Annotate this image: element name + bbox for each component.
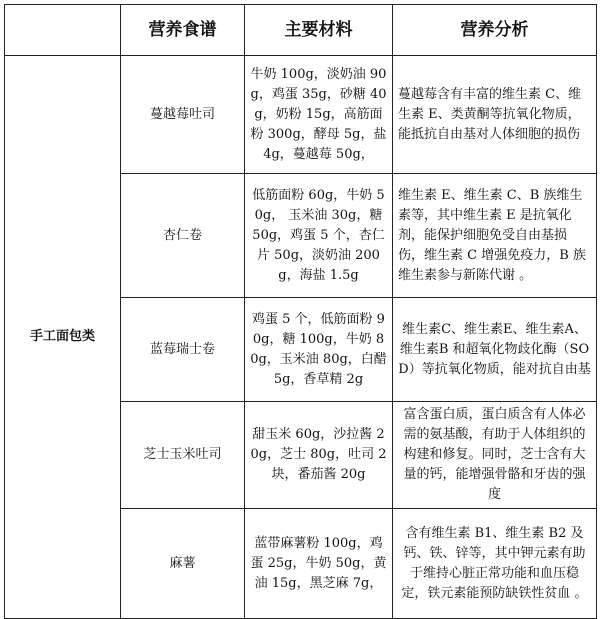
header-recipe: 营养食谱 [121, 5, 245, 56]
recipe-analysis: 蔓越莓含有丰富的维生素 C、维生素 E、类黄酮等抗氧化物质，能抵抗自由基对人体细胞的损伤 [393, 56, 597, 174]
recipe-name: 杏仁卷 [121, 174, 245, 298]
table-row [5, 56, 597, 174]
header-materials: 主要材料 [245, 5, 393, 56]
recipe-name: 芝士玉米吐司 [121, 402, 245, 509]
recipe-materials: 牛奶 100g，淡奶油 90g，鸡蛋 35g，砂糖 40g，奶粉 15g，高筋面粉 300g，酵母 5g，盐 4g，蔓越莓 50g， [245, 56, 393, 174]
recipe-analysis: 含有维生素 B1、维生素 B2 及钙、铁、锌等，其中钾元素有助于维持心脏正常功能和血压稳定，铁元素能预防缺铁性贫血 。 [393, 509, 597, 619]
category-label: 手工面包类 [5, 56, 121, 619]
recipe-materials: 甜玉米 60g，沙拉酱 20g，芝士 80g，吐司 2 块，番茄酱 20g [245, 402, 393, 509]
recipe-materials: 低筋面粉 60g，牛奶 50g， 玉米油 30g，糖 50g，鸡蛋 5 个，杏仁片 50g，淡奶油 200g，海盐 1.5g [245, 174, 393, 298]
header-analysis: 营养分析 [393, 5, 597, 56]
recipe-name: 麻薯 [121, 509, 245, 619]
recipe-name: 蔓越莓吐司 [121, 56, 245, 174]
recipe-analysis: 富含蛋白质，蛋白质含有人体必需的氨基酸，有助于人体组织的构建和修复。同时，芝士含有大量的钙，能增强骨骼和牙齿的强度 [393, 402, 597, 509]
recipe-analysis: 维生素 E、维生素 C、B 族维生素等，其中维生素 E 是抗氧化剂，能保护细胞免受自由基损伤，维生素 C 增强免疫力，B 族维生素参与新陈代谢 。 [393, 174, 597, 298]
recipe-name: 蓝莓瑞士卷 [121, 298, 245, 402]
nutrition-table [4, 4, 597, 619]
recipe-materials: 蓝带麻薯粉 100g，鸡蛋 25g，牛奶 50g，黄油 15g，黑芝麻 7g， [245, 509, 393, 619]
recipe-materials: 鸡蛋 5 个，低筋面粉 90g，糖 100g，牛奶 80g，玉米油 80g，白醋 5g，香草精 2g [245, 298, 393, 402]
header-row [5, 5, 597, 56]
header-blank [5, 5, 121, 56]
recipe-analysis: 维生素C、维生素E、维生素A、维生素B 和超氧化物歧化酶（SOD）等抗氧化物质，能对抗自由基 [393, 298, 597, 402]
